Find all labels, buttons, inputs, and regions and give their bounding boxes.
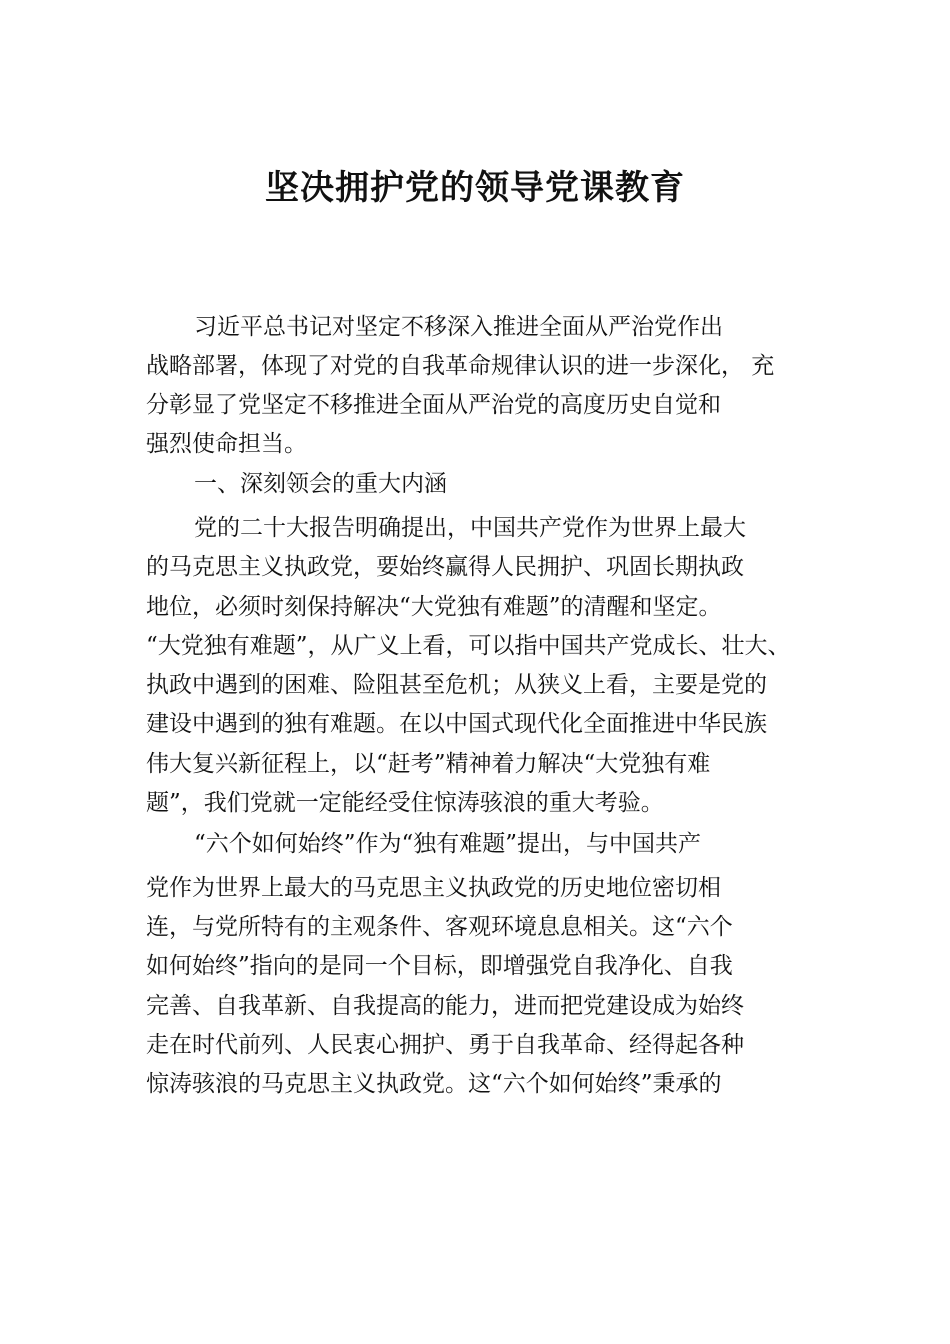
body-line: 战略部署，体现了对党的自我革命规律认识的进一步深化， 充 <box>146 353 775 379</box>
body-line: 连，与党所特有的主观条件、客观环境息息相关。这“六个 <box>146 914 733 940</box>
body-line: 惊涛骇浪的马克思主义执政党。这“六个如何始终”秉承的 <box>146 1071 722 1097</box>
body-line: 党作为世界上最大的马克思主义执政党的历史地位密切相 <box>146 875 721 901</box>
section-heading: 一、深刻领会的重大内涵 <box>194 471 447 497</box>
body-line: 建设中遇到的独有难题。在以中国式现代化全面推进中华民族 <box>146 711 767 737</box>
body-line: 党的二十大报告明确提出，中国共产党作为世界上最大 <box>194 515 746 541</box>
body-line: “六个如何始终”作为“独有难题”提出，与中国共产 <box>194 831 702 857</box>
body-line: 伟大复兴新征程上，以“赶考”精神着力解决“大党独有难 <box>146 751 711 777</box>
body-line: 习近平总书记对坚定不移深入推进全面从严治党作出 <box>194 314 723 340</box>
body-line: 分彰显了党坚定不移推进全面从严治党的高度历史自觉和 <box>146 392 721 418</box>
body-line: 的马克思主义执政党，要始终赢得人民拥护、巩固长期执政 <box>146 554 744 580</box>
body-line: “大党独有难题”，从广义上看，可以指中国共产党成长、壮大、 <box>146 633 791 659</box>
body-line: 地位，必须时刻保持解决“大党独有难题”的清醒和坚定。 <box>146 594 722 620</box>
body-line: 强烈使命担当。 <box>146 431 307 457</box>
body-line: 执政中遇到的困难、险阻甚至危机；从狭义上看，主要是党的 <box>146 672 767 698</box>
body-line: 如何始终”指向的是同一个目标，即增强党自我净化、自我 <box>146 953 733 979</box>
document-title: 坚决拥护党的领导党课教育 <box>265 168 685 208</box>
body-line: 题”，我们党就一定能经受住惊涛骇浪的重大考验。 <box>146 790 664 816</box>
body-line: 完善、自我革新、自我提高的能力，进而把党建设成为始终 <box>146 993 744 1019</box>
body-line: 走在时代前列、人民衷心拥护、勇于自我革命、经得起各种 <box>146 1032 744 1058</box>
